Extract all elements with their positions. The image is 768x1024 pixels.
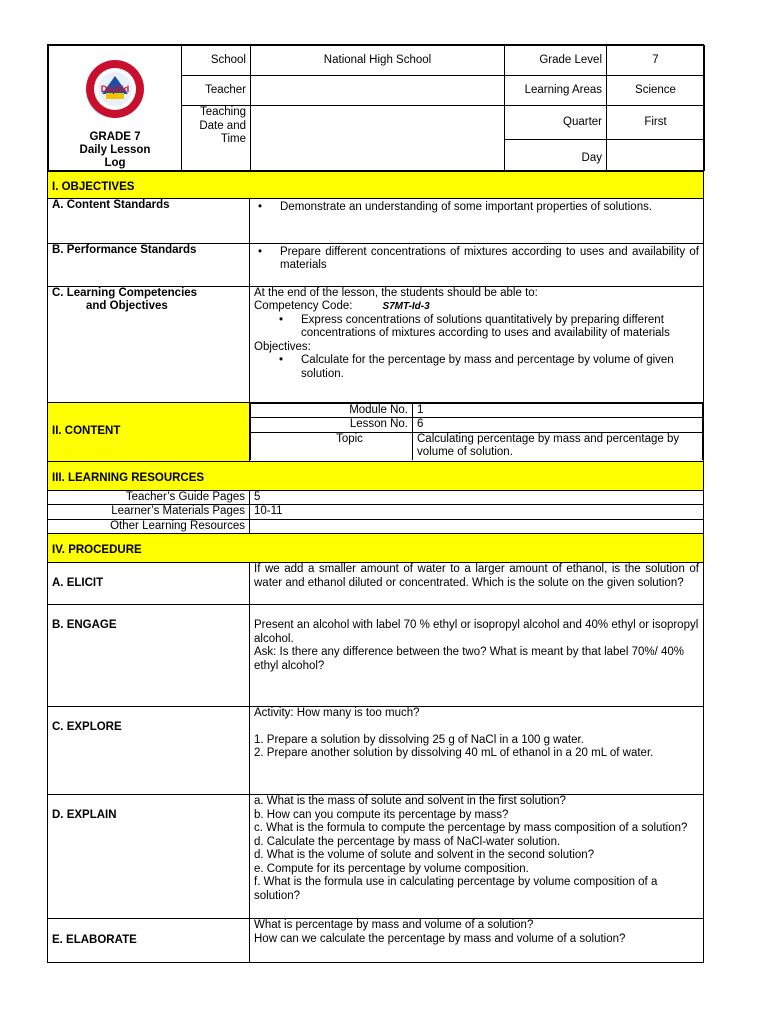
deped-seal-icon: [84, 58, 146, 120]
performance-standards-label: B. Performance Standards: [48, 243, 250, 286]
performance-standards-text: • Prepare different concentrations of mixtures according to uses and availability of materials: [280, 246, 699, 273]
tg-value: 5: [250, 490, 704, 505]
explain-label: D. EXPLAIN: [48, 795, 250, 919]
explore-label: C. EXPLORE: [48, 707, 250, 795]
teacher-value: [251, 76, 505, 106]
school-value: National High School: [251, 46, 505, 76]
date-time-value: [251, 106, 505, 171]
svg-text:DepEd: DepEd: [100, 84, 130, 94]
engage-text-2: Ask: Is there any difference between the two? What is meant by that label 70%/ 40% ethyl alcohol?: [254, 646, 685, 672]
elaborate-text-2: How can we calculate the percentage by mass and volume of a solution?: [254, 932, 626, 945]
content-standards-label: A. Content Standards: [48, 198, 250, 243]
content-section-title: II. CONTENT: [48, 402, 250, 461]
elicit-text: If we add a smaller amount of water to a larger amount of ethanol, is the solution of water and ethanol diluted or concentrated. Which is the solute on the given solution?: [250, 563, 704, 605]
day-label: Day: [505, 139, 607, 170]
engage-row: [48, 605, 704, 707]
elaborate-text-1: What is percentage by mass and volume of a solution?: [254, 919, 534, 931]
lesson-log-table: [47, 44, 704, 963]
learning-areas-value: Science: [607, 76, 705, 106]
elicit-label: A. ELICIT: [48, 563, 250, 605]
module-value: 1: [413, 403, 703, 418]
procedure-section-row: [48, 534, 704, 563]
topic-label: Topic: [251, 432, 413, 460]
quarter-label: Quarter: [505, 106, 607, 140]
list-item: d. What is the volume of solute and solvent in the second solution?: [254, 849, 595, 861]
performance-standards-row: [48, 243, 704, 286]
list-item: d. Calculate the percentage by mass of NaCl-water solution.: [254, 835, 561, 848]
elaborate-row: [48, 919, 704, 963]
engage-label: B. ENGAGE: [48, 605, 250, 707]
elicit-row: [48, 563, 704, 605]
competency-bullet: • Express concentrations of solutions quantitatively by preparing different concentrations of mixtures according to uses and availability of materials: [301, 314, 699, 341]
list-item: f. What is the formula use in calculating percentage by volume composition of a solution?: [254, 876, 658, 902]
lm-value: 10-11: [250, 505, 704, 520]
other-resources-row: [48, 519, 704, 534]
explore-step-1: 1. Prepare a solution by dissolving 25 g of NaCl in a 100 g water.: [254, 733, 584, 746]
topic-value: Calculating percentage by mass and percentage by volume of solution.: [413, 432, 703, 460]
module-label: Module No.: [251, 403, 413, 418]
logo-block: [49, 46, 182, 171]
list-item: b. How can you compute its percentage by mass?: [254, 808, 509, 821]
competencies-label: C. Learning Competencies and Objectives: [48, 286, 250, 402]
content-standards-text: • Demonstrate an understanding of some important properties of solutions.: [280, 201, 699, 215]
tg-row: [48, 490, 704, 505]
date-time-label: Teaching Date and Time: [182, 106, 251, 171]
tg-label: Teacher’s Guide Pages: [48, 490, 250, 505]
explain-list: [250, 795, 704, 919]
other-resources-label: Other Learning Resources: [48, 519, 250, 534]
header-row: [48, 45, 704, 172]
other-resources-value: [250, 519, 704, 534]
grade-value: 7: [607, 46, 705, 76]
objectives-label: Objectives:: [254, 340, 311, 353]
competency-code: S7MT-Id-3: [382, 301, 430, 312]
day-value: [607, 139, 705, 170]
objectives-bullet: • Calculate for the percentage by mass and percentage by volume of given solution.: [301, 354, 699, 381]
quarter-value: First: [607, 106, 705, 140]
lesson-value: 6: [413, 418, 703, 433]
competencies-intro: At the end of the lesson, the students should be able to:: [254, 286, 538, 299]
objectives-section-title: I. OBJECTIVES: [48, 171, 704, 198]
grade-label: Grade Level: [505, 46, 607, 76]
content-section-row: [48, 402, 704, 461]
resources-section-row: [48, 461, 704, 490]
resources-section-title: III. LEARNING RESOURCES: [48, 461, 704, 490]
elaborate-label: E. ELABORATE: [48, 919, 250, 963]
lesson-label: Lesson No.: [251, 418, 413, 433]
competencies-row: [48, 286, 704, 402]
teacher-label: Teacher: [182, 76, 251, 106]
explore-activity: Activity: How many is too much?: [254, 707, 420, 719]
competency-code-line: Competency Code: S7MT-Id-3: [254, 300, 430, 312]
lm-row: [48, 505, 704, 520]
list-item: e. Compute for its percentage by volume composition.: [254, 862, 529, 875]
explain-row: [48, 795, 704, 919]
engage-text-1: Present an alcohol with label 70 % ethyl or isopropyl alcohol and 40% ethyl or isopropyl alcohol.: [254, 619, 699, 645]
lm-label: Learner’s Materials Pages: [48, 505, 250, 520]
list-item: a. What is the mass of solute and solvent in the first solution?: [254, 795, 566, 807]
school-label: School: [182, 46, 251, 76]
content-standards-row: [48, 198, 704, 243]
page-title: GRADE 7 Daily Lesson Log: [79, 130, 151, 169]
explore-row: [48, 707, 704, 795]
procedure-section-title: IV. PROCEDURE: [48, 534, 704, 563]
objectives-section-row: [48, 171, 704, 198]
learning-areas-label: Learning Areas: [505, 76, 607, 106]
list-item: c. What is the formula to compute the percentage by mass composition of a solution?: [254, 822, 688, 834]
explore-step-2: 2. Prepare another solution by dissolving 40 mL of ethanol in a 20 mL of water.: [254, 747, 654, 759]
